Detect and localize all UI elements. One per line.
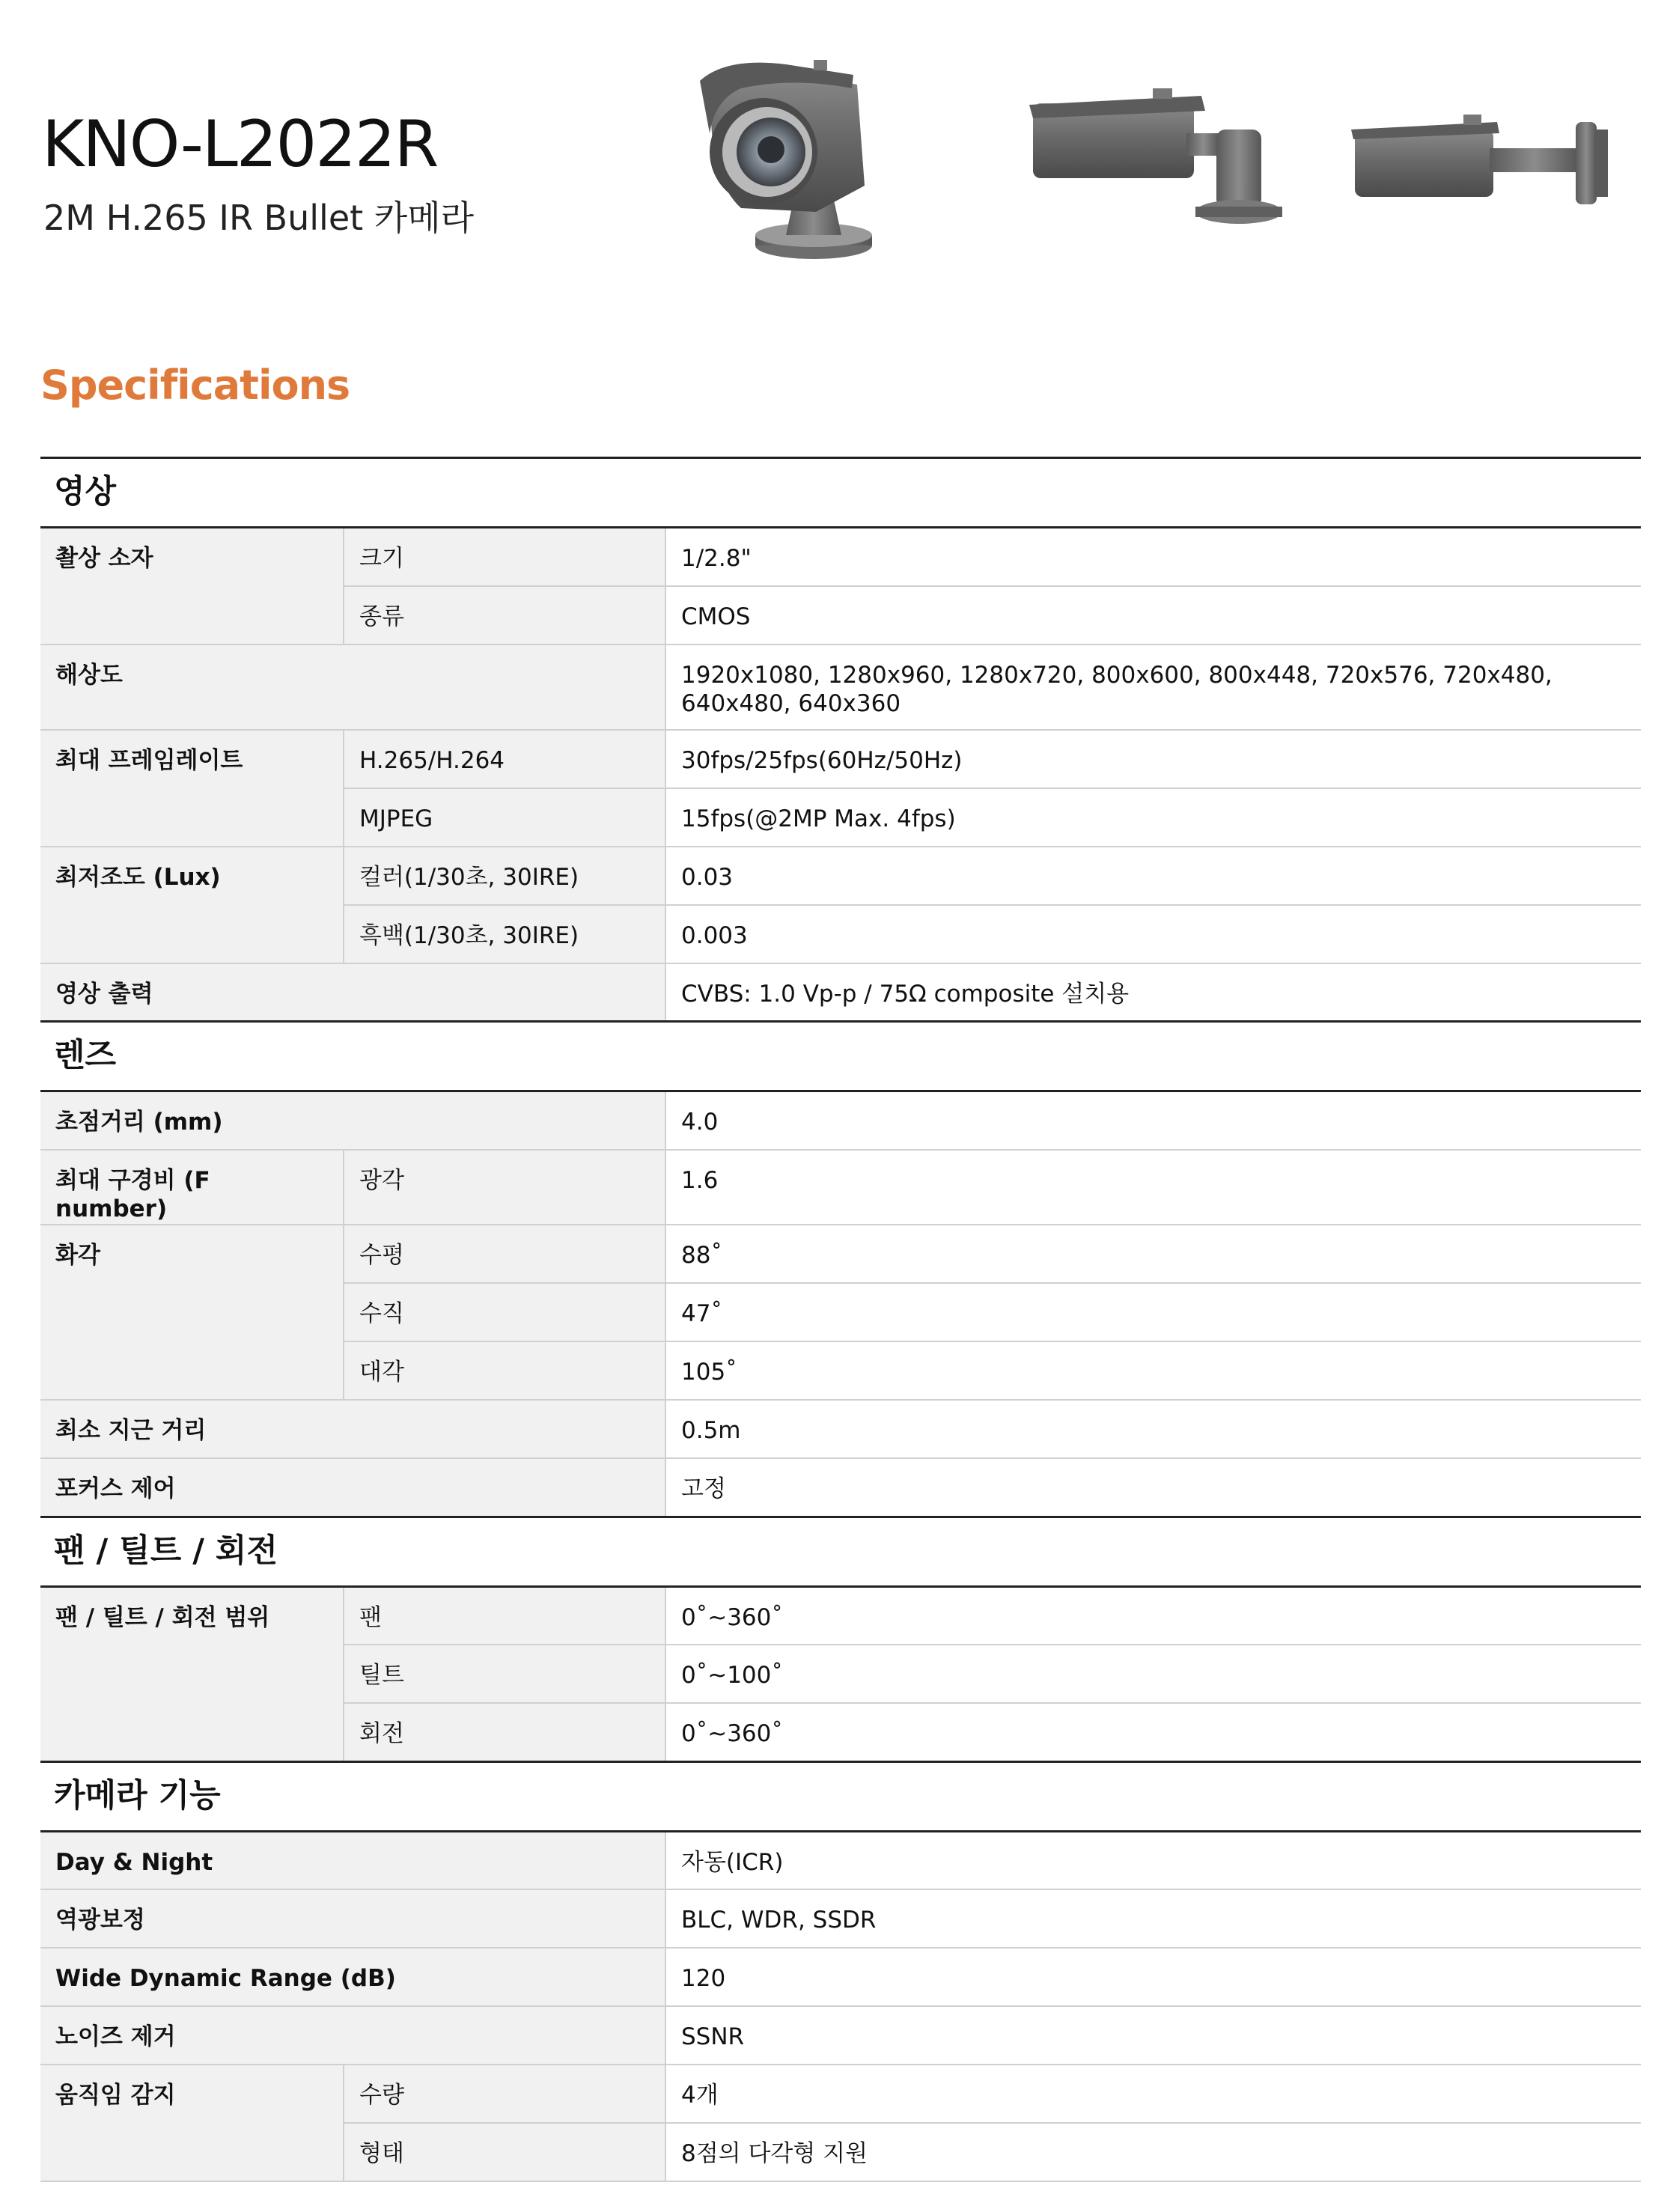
- row-label: 최대 프레임레이트: [40, 730, 344, 847]
- camera-front-image: [700, 60, 872, 259]
- section-title: 영상: [40, 458, 1641, 528]
- table-row: [40, 1948, 1641, 2006]
- table-row: [40, 1458, 1641, 1517]
- section-title: 팬 / 틸트 / 회전: [40, 1517, 1641, 1586]
- row-value: 30fps/25fps(60Hz/50Hz): [665, 730, 1641, 788]
- row-label: 노이즈 제거: [40, 2006, 665, 2065]
- spec-table: [40, 457, 1641, 2182]
- row-sublabel: 광각: [344, 1150, 665, 1225]
- row-label: 화각: [40, 1225, 344, 1400]
- row-label: 영상 출력: [40, 963, 665, 1022]
- row-value: 8점의 다각형 지원: [665, 2123, 1641, 2181]
- row-label: 초점거리 (mm): [40, 1091, 665, 1150]
- row-label: 움직임 감지: [40, 2065, 344, 2181]
- row-sublabel: 흑백(1/30초, 30IRE): [344, 905, 665, 963]
- row-label: 해상도: [40, 645, 665, 730]
- row-value: CVBS: 1.0 Vp-p / 75Ω composite 설치용: [665, 963, 1641, 1022]
- product-subtitle: 2M H.265 IR Bullet 카메라: [43, 198, 475, 238]
- row-label: 최소 지근 거리: [40, 1400, 665, 1458]
- row-label: 포커스 제어: [40, 1458, 665, 1517]
- row-sublabel: 팬: [344, 1586, 665, 1645]
- row-sublabel: MJPEG: [344, 788, 665, 847]
- row-sublabel: 크기: [344, 528, 665, 586]
- row-sublabel: 대각: [344, 1341, 665, 1400]
- table-row: [40, 528, 1641, 586]
- row-value: 47˚: [665, 1283, 1641, 1341]
- camera-rear-image: [1351, 115, 1608, 204]
- row-sublabel: 회전: [344, 1703, 665, 1761]
- table-row: [40, 2006, 1641, 2065]
- row-value: 1920x1080, 1280x960, 1280x720, 800x600, 800x448, 720x576, 720x480, 640x480, 640x360: [665, 645, 1641, 730]
- row-value: 0˚~360˚: [665, 1703, 1641, 1761]
- section-lens: [40, 1022, 1641, 1091]
- row-value: 0˚~360˚: [665, 1586, 1641, 1645]
- section-camera-functions: [40, 1761, 1641, 1831]
- row-value: 105˚: [665, 1341, 1641, 1400]
- row-value: 0.003: [665, 905, 1641, 963]
- row-value: 0˚~100˚: [665, 1645, 1641, 1703]
- product-images: [696, 58, 1624, 268]
- row-sublabel: 틸트: [344, 1645, 665, 1703]
- row-value: 0.5m: [665, 1400, 1641, 1458]
- table-row: [40, 645, 1641, 730]
- row-sublabel: 형태: [344, 2123, 665, 2181]
- row-label: 최대 구경비 (F number): [40, 1150, 344, 1225]
- section-pan-tilt-rotation: [40, 1517, 1641, 1586]
- row-value: 0.03: [665, 847, 1641, 905]
- row-label: Day & Night: [40, 1831, 665, 1889]
- row-label: Wide Dynamic Range (dB): [40, 1948, 665, 2006]
- row-value: 4개: [665, 2065, 1641, 2123]
- table-row: [40, 1831, 1641, 1889]
- row-label: 역광보정: [40, 1889, 665, 1948]
- row-sublabel: 컬러(1/30초, 30IRE): [344, 847, 665, 905]
- row-label: 최저조도 (Lux): [40, 847, 344, 963]
- row-value: 88˚: [665, 1225, 1641, 1283]
- row-value: 15fps(@2MP Max. 4fps): [665, 788, 1641, 847]
- product-model-title: KNO-L2022R: [42, 107, 438, 182]
- row-sublabel: H.265/H.264: [344, 730, 665, 788]
- row-value: 자동(ICR): [665, 1831, 1641, 1889]
- section-title: 카메라 기능: [40, 1761, 1641, 1831]
- camera-side-image: [1029, 88, 1282, 224]
- table-row: [40, 1400, 1641, 1458]
- row-sublabel: 종류: [344, 586, 665, 645]
- row-value: CMOS: [665, 586, 1641, 645]
- row-value: 120: [665, 1948, 1641, 2006]
- section-video: [40, 458, 1641, 528]
- row-sublabel: 수평: [344, 1225, 665, 1283]
- row-value: 4.0: [665, 1091, 1641, 1150]
- section-title: 렌즈: [40, 1022, 1641, 1091]
- table-row: [40, 963, 1641, 1022]
- table-row: [40, 847, 1641, 905]
- row-value: BLC, WDR, SSDR: [665, 1889, 1641, 1948]
- table-row: [40, 1586, 1641, 1645]
- row-sublabel: 수직: [344, 1283, 665, 1341]
- row-label: 촬상 소자: [40, 528, 344, 645]
- table-row: [40, 1091, 1641, 1150]
- row-value: SSNR: [665, 2006, 1641, 2065]
- row-value: 1.6: [665, 1150, 1641, 1225]
- table-row: [40, 1889, 1641, 1948]
- table-row: [40, 1150, 1641, 1225]
- table-row: [40, 1225, 1641, 1283]
- row-label: 팬 / 틸트 / 회전 범위: [40, 1586, 344, 1761]
- table-row: [40, 2065, 1641, 2123]
- row-value: 1/2.8": [665, 528, 1641, 586]
- table-row: [40, 730, 1641, 788]
- row-sublabel: 수량: [344, 2065, 665, 2123]
- specifications-heading: Specifications: [40, 362, 350, 409]
- row-value: 고정: [665, 1458, 1641, 1517]
